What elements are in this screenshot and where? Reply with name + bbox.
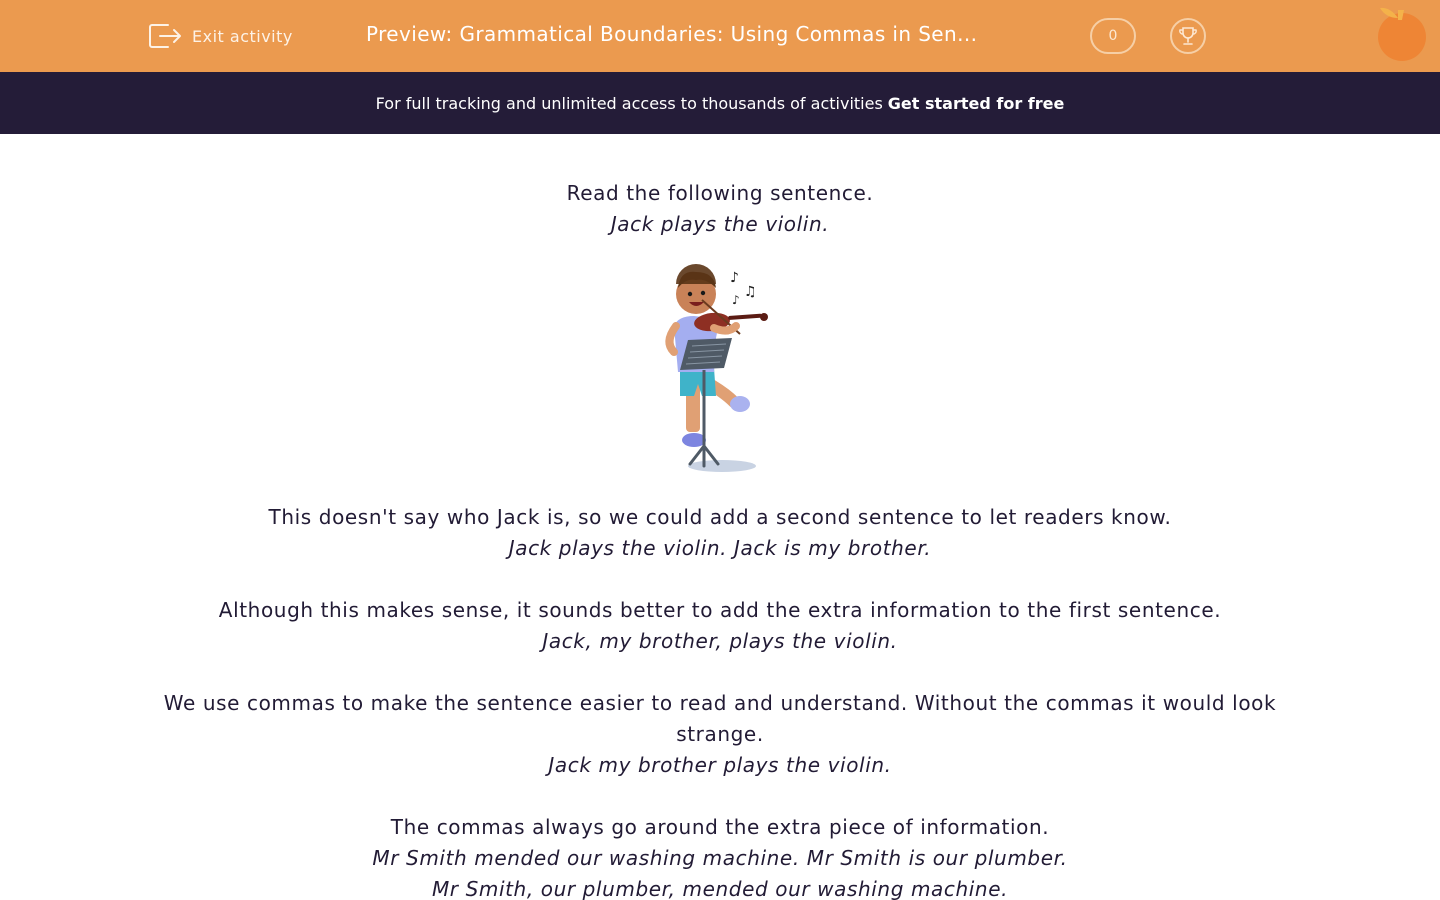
trophy-button[interactable]: [1170, 18, 1206, 54]
example-sentence-5b: Mr Smith, our plumber, mended our washing machine.: [431, 877, 1009, 900]
exit-icon: [148, 21, 182, 51]
get-started-link[interactable]: Get started for free: [887, 93, 1065, 113]
example-sentence-2: Jack plays the violin. Jack is my brother.: [508, 536, 932, 560]
svg-text:♪: ♪: [730, 270, 740, 286]
svg-text:♫: ♫: [744, 284, 758, 300]
exit-activity-label: Exit activity: [192, 26, 293, 46]
example-sentence-5a: Mr Smith mended our washing machine. Mr Smith is our plumber.: [372, 846, 1068, 870]
explanation-text-1: This doesn't say who Jack is, so we could add a second sentence to let readers know.: [268, 505, 1172, 529]
example-sentence-3: Jack, my brother, plays the violin.: [542, 629, 898, 653]
top-bar: [0, 0, 1440, 72]
boy-playing-violin-illustration: [650, 264, 790, 476]
orange-logo-icon: [1372, 6, 1428, 62]
promo-banner: [0, 72, 1440, 134]
explanation-text-3: We use commas to make the sentence easier to read and understand. Without the commas it would look strange.: [163, 691, 1277, 746]
intro-text: Read the following sentence.: [566, 181, 874, 205]
exit-activity-button[interactable]: [148, 20, 293, 52]
example-sentence-4: Jack my brother plays the violin.: [548, 753, 892, 777]
banner-text: For full tracking and unlimited access to thousands of activities: [375, 93, 883, 113]
example-sentence-1: Jack plays the violin.: [610, 212, 830, 236]
score-badge: 0: [1090, 18, 1136, 54]
svg-text:♪: ♪: [732, 293, 741, 307]
explanation-text-4: The commas always go around the extra piece of information.: [390, 815, 1050, 839]
activity-title: Preview: Grammatical Boundaries: Using Commas in Sen...: [366, 22, 978, 46]
lesson-content: [120, 178, 1320, 900]
trophy-icon: [1177, 25, 1199, 47]
explanation-text-2: Although this makes sense, it sounds better to add the extra information to the first sentence.: [218, 598, 1222, 622]
